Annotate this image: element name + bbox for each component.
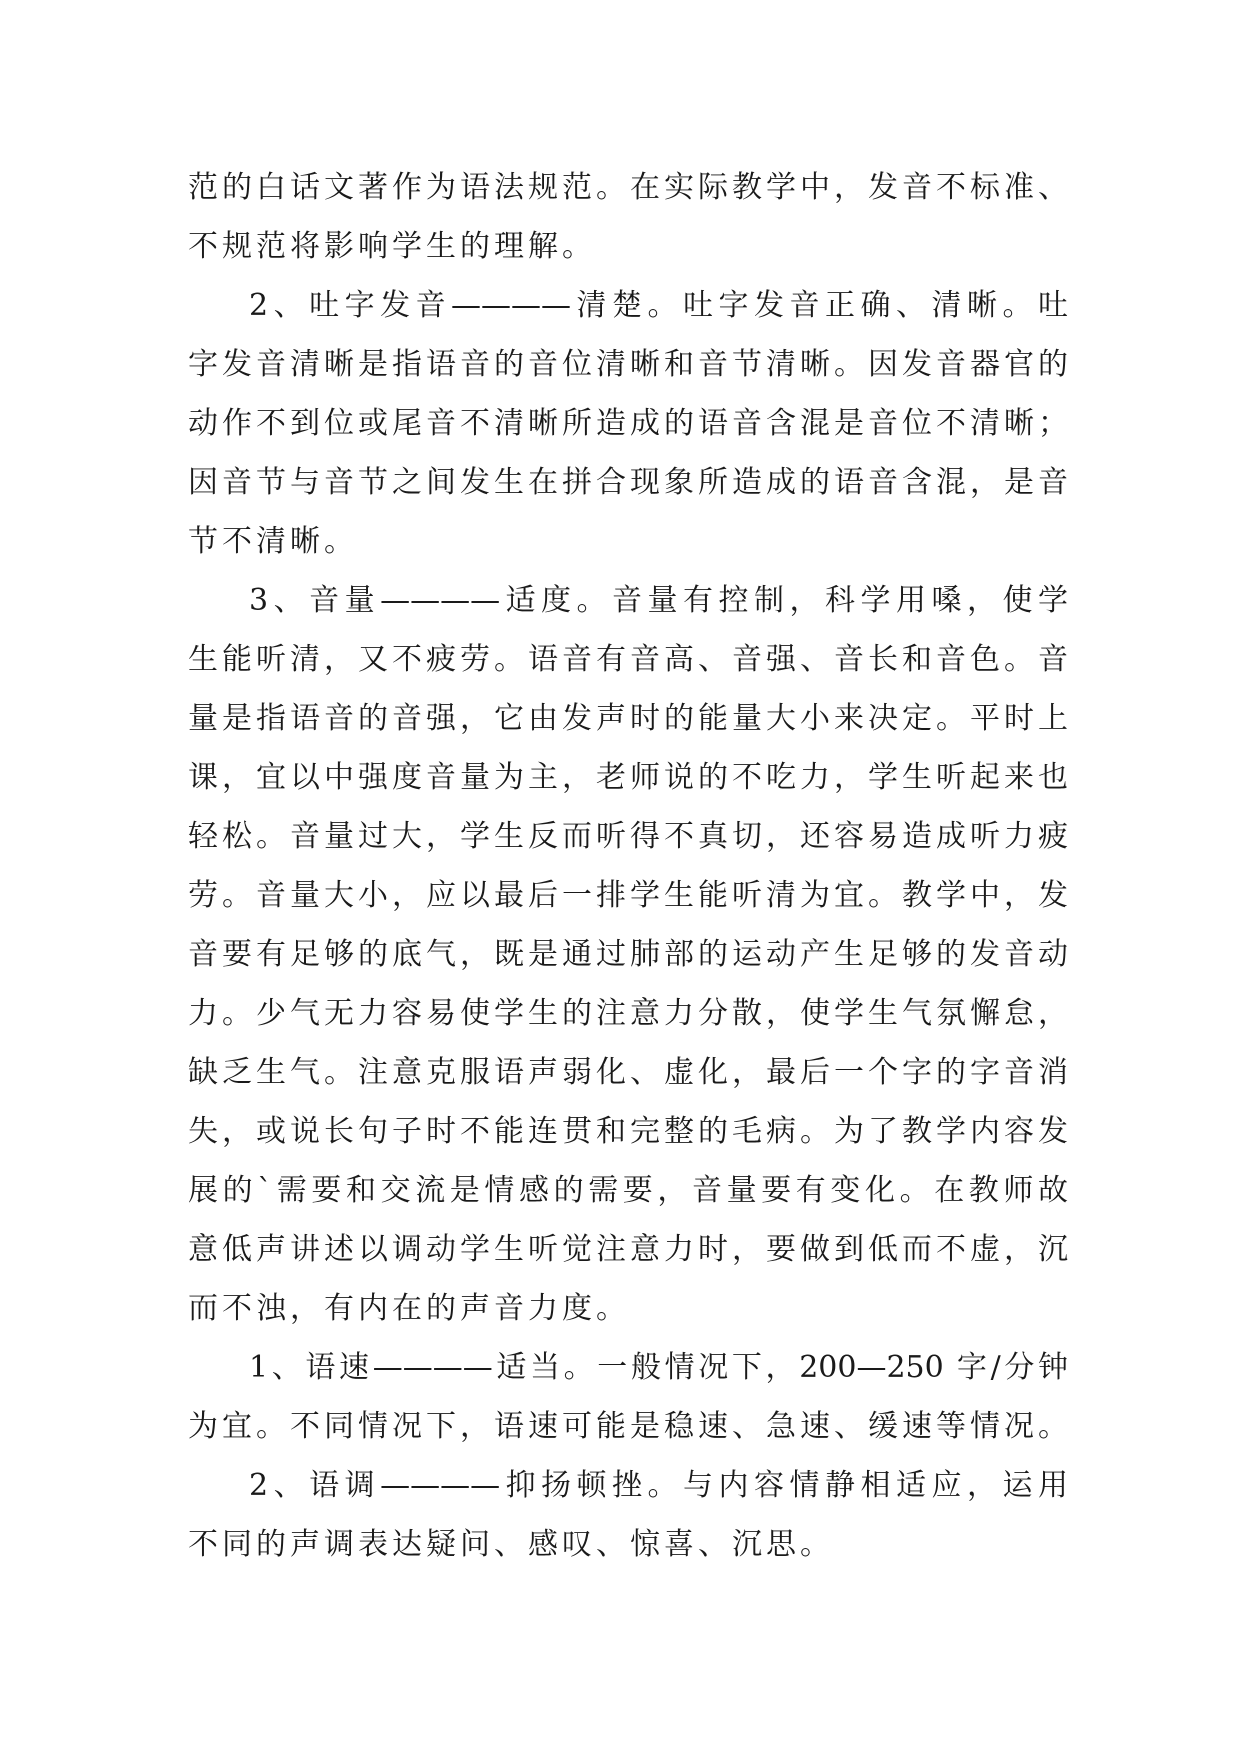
text-line: 轻松。音量过大，学生反而听得不真切，还容易造成听力疲	[188, 819, 1068, 854]
text-line: 音要有足够的底气，既是通过肺部的运动产生足够的发音动	[188, 937, 1068, 972]
text-line: 力。少气无力容易使学生的注意力分散，使学生气氛懈怠，	[188, 996, 1068, 1031]
text-line: 劳。音量大小，应以最后一排学生能听清为宜。教学中，发	[188, 878, 1068, 913]
text-line: 展的`需要和交流是情感的需要，音量要有变化。在教师故	[188, 1173, 1068, 1208]
text-line: 而不浊，有内在的声音力度。	[188, 1291, 630, 1326]
text-line: 量是指语音的音强，它由发声时的能量大小来决定。平时上	[188, 701, 1068, 736]
text-line: 范的白话文著作为语法规范。在实际教学中，发音不标准、	[188, 170, 1068, 205]
text-line: 为宜。不同情况下，语速可能是稳速、急速、缓速等情况。	[188, 1409, 1068, 1444]
paragraph-start-line: 2、吐字发音————清楚。吐字发音正确、清晰。吐	[249, 288, 1068, 323]
paragraph-start-line: 3、音量————适度。音量有控制，科学用嗓，使学	[249, 583, 1068, 618]
paragraph-start-line: 2、语调————抑扬顿挫。与内容情静相适应，运用	[249, 1468, 1068, 1503]
paragraph-start-line: 1、语速————适当。一般情况下，200—250 字/分钟	[249, 1350, 1068, 1385]
text-line: 课，宜以中强度音量为主，老师说的不吃力，学生听起来也	[188, 760, 1068, 795]
text-line: 动作不到位或尾音不清晰所造成的语音含混是音位不清晰；	[188, 406, 1068, 441]
text-line: 缺乏生气。注意克服语声弱化、虚化，最后一个字的字音消	[188, 1055, 1068, 1090]
text-line: 失，或说长句子时不能连贯和完整的毛病。为了教学内容发	[188, 1114, 1068, 1149]
text-line: 节不清晰。	[188, 524, 358, 559]
text-line: 因音节与音节之间发生在拼合现象所造成的语音含混，是音	[188, 465, 1068, 500]
text-line: 意低声讲述以调动学生听觉注意力时，要做到低而不虚，沉	[188, 1232, 1068, 1267]
text-line: 不规范将影响学生的理解。	[188, 229, 596, 264]
document-body	[188, 158, 1068, 1574]
text-line: 生能听清，又不疲劳。语音有音高、音强、音长和音色。音	[188, 642, 1068, 677]
text-line: 字发音清晰是指语音的音位清晰和音节清晰。因发音器官的	[188, 347, 1068, 382]
text-line: 不同的声调表达疑问、感叹、惊喜、沉思。	[188, 1527, 834, 1562]
